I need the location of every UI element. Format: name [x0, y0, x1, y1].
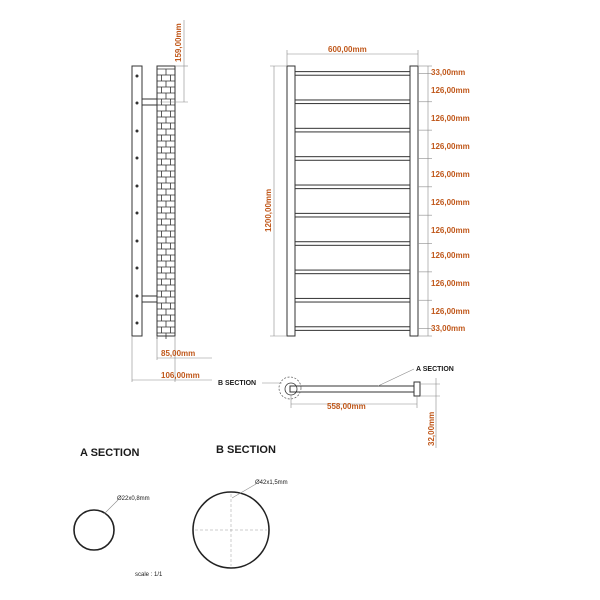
front-rail	[295, 327, 410, 331]
section-b-diameter: Ø42x1,5mm	[255, 480, 288, 486]
dim-top-offset-label: 159,00mm	[174, 23, 183, 62]
front-rail	[295, 185, 410, 189]
b-section-callout-label: B SECTION	[218, 380, 257, 387]
front-rails	[295, 72, 410, 331]
spacing-label-1: 126,00mm	[431, 86, 470, 95]
front-right-post	[410, 66, 418, 336]
a-section-callout-label: A SECTION	[416, 366, 454, 373]
section-a-circle	[74, 510, 114, 550]
front-rail	[295, 213, 410, 217]
section-b	[193, 444, 288, 568]
front-rail	[295, 157, 410, 161]
side-rail-column	[157, 66, 175, 339]
spacing-label-10: 33,00mm	[431, 324, 466, 333]
side-arm-top	[142, 99, 157, 105]
dim-depth	[132, 336, 212, 382]
spacing-label-4: 126,00mm	[431, 170, 470, 179]
top-rail	[290, 386, 416, 392]
dim-depth-inner: 85,00mm	[161, 349, 196, 358]
dim-front-height	[264, 66, 287, 336]
dim-front-height-label: 1200,00mm	[264, 188, 273, 232]
front-rail	[295, 298, 410, 302]
dim-axis-distance: 558,00mm	[327, 402, 366, 411]
front-rail	[295, 100, 410, 104]
dim-front-width-label: 600,00mm	[328, 45, 367, 54]
front-left-post	[287, 66, 295, 336]
front-rail	[295, 128, 410, 132]
dim-front-width	[287, 45, 418, 66]
front-rail	[295, 242, 410, 246]
front-rail	[295, 72, 410, 76]
spacing-label-5: 126,00mm	[431, 198, 470, 207]
section-a	[74, 447, 150, 550]
side-arm-bottom	[142, 296, 157, 302]
dim-depth-outer: 106,00mm	[161, 371, 200, 380]
spacing-label-3: 126,00mm	[431, 142, 470, 151]
front-view	[264, 45, 470, 336]
side-view	[132, 20, 212, 382]
spacing-label-6: 126,00mm	[431, 226, 470, 235]
dim-spacings	[418, 66, 470, 336]
section-a-diameter: Ø22x0,8mm	[117, 496, 150, 502]
spacing-label-8: 126,00mm	[431, 279, 470, 288]
section-a-title: A SECTION	[80, 447, 140, 459]
section-b-title: B SECTION	[216, 444, 276, 456]
top-right-end	[414, 382, 420, 396]
front-rail	[295, 270, 410, 274]
spacing-label-0: 33,00mm	[431, 68, 466, 77]
spacing-label-7: 126,00mm	[431, 251, 470, 260]
dim-tube-height: 32,00mm	[427, 411, 436, 446]
spacing-label-9: 126,00mm	[431, 307, 470, 316]
spacing-label-2: 126,00mm	[431, 114, 470, 123]
top-view	[218, 366, 454, 448]
scale-label: scale : 1/1	[135, 572, 163, 578]
